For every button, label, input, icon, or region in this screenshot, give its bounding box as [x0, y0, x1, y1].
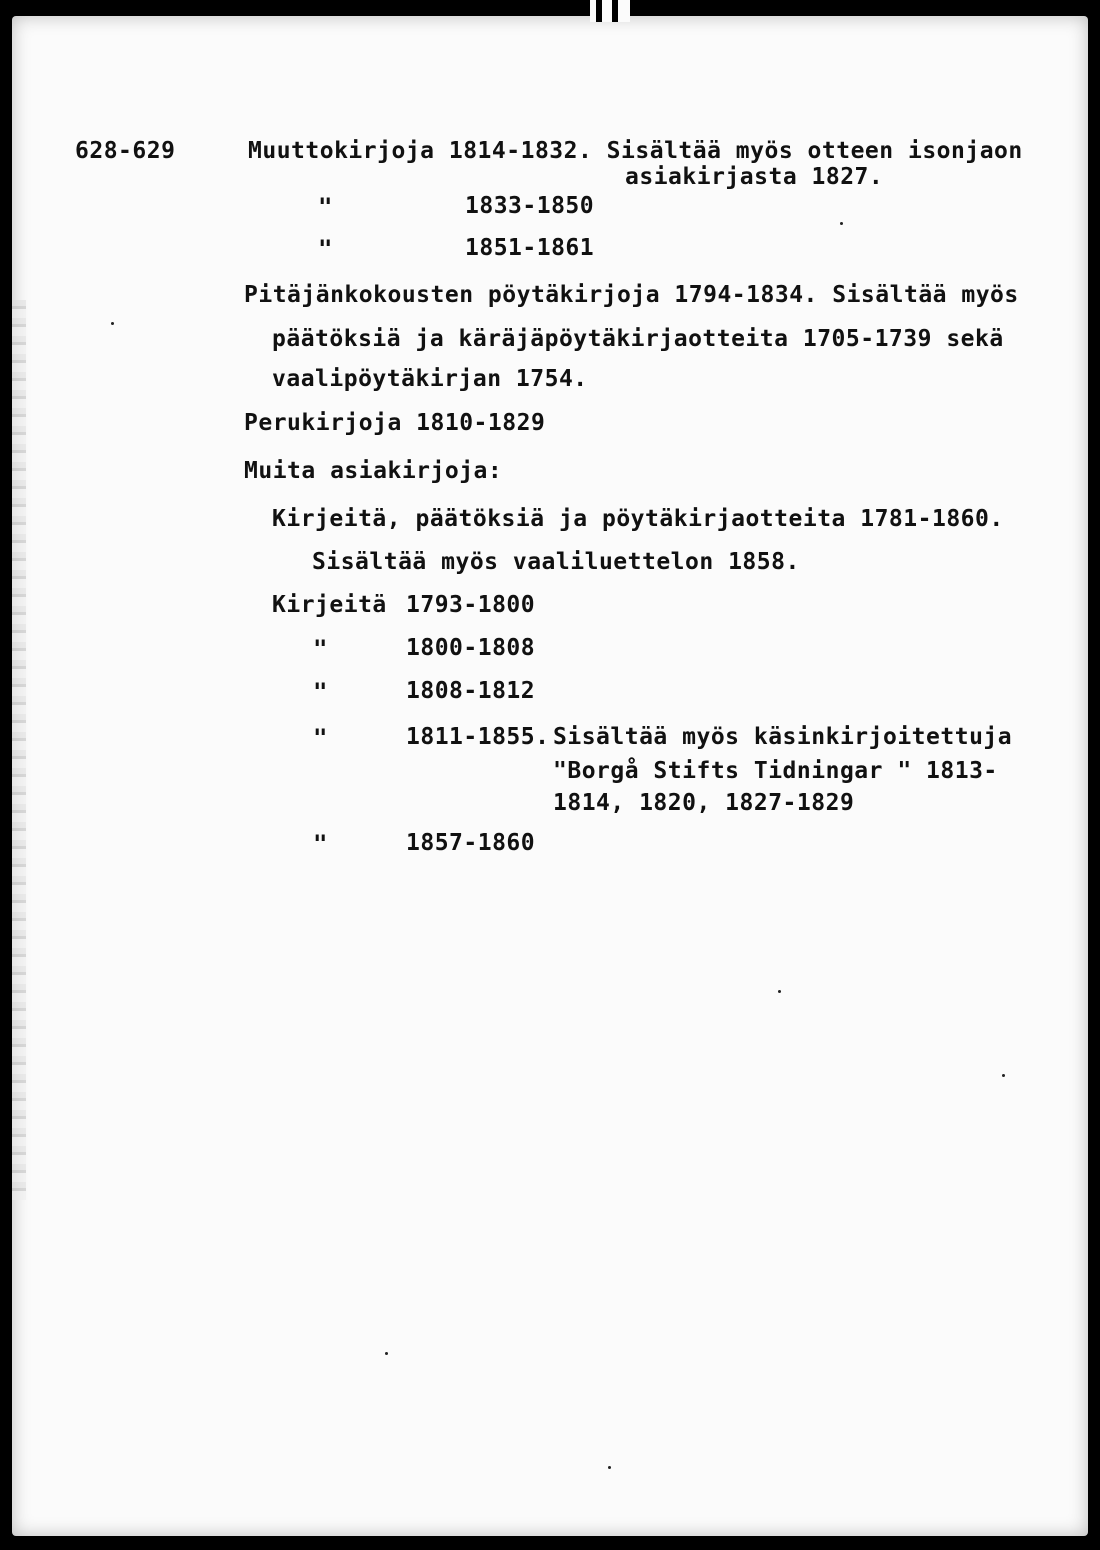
- binding-mark-bottom: [596, 1538, 630, 1550]
- entry-line: Perukirjoja 1810-1829: [244, 410, 546, 436]
- ditto-mark: ": [313, 724, 328, 752]
- ditto-mark: ": [313, 678, 328, 706]
- ditto-mark: ": [318, 193, 333, 221]
- scan-speck: [1002, 1074, 1005, 1077]
- entry-line: 1793-1800: [406, 592, 536, 618]
- entry-line: 1833-1850: [465, 193, 595, 219]
- entry-line: 1800-1808: [406, 635, 536, 661]
- entry-line: Sisältää myös käsinkirjoitettuja: [553, 724, 1013, 750]
- binding-mark-top: [590, 0, 630, 22]
- entry-line: "Borgå Stifts Tidningar " 1813-: [553, 758, 998, 784]
- entry-line: 1814, 1820, 1827-1829: [553, 790, 855, 816]
- section-heading: Muita asiakirjoja:: [244, 458, 503, 484]
- ditto-mark: ": [318, 235, 333, 263]
- reference-number: 628-629: [75, 138, 176, 164]
- entry-line: Pitäjänkokousten pöytäkirjoja 1794-1834. Sisältää myös: [244, 282, 1019, 308]
- entry-line: Kirjeitä: [272, 592, 387, 618]
- entry-line: 1851-1861: [465, 235, 595, 261]
- scan-speck: [840, 222, 843, 225]
- ditto-mark: ": [313, 635, 328, 663]
- entry-line: Kirjeitä, päätöksiä ja pöytäkirjaotteita 1781-1860.: [272, 506, 1004, 532]
- entry-line: asiakirjasta 1827.: [625, 164, 884, 190]
- scan-speck: [608, 1466, 611, 1469]
- scan-edge-noise: [12, 300, 26, 1200]
- entry-line: 1857-1860: [406, 830, 536, 856]
- entry-line: 1808-1812: [406, 678, 536, 704]
- ditto-mark: ": [313, 830, 328, 858]
- scan-speck: [111, 322, 114, 325]
- entry-line: Sisältää myös vaaliluettelon 1858.: [312, 549, 800, 575]
- entry-line: Muuttokirjoja 1814-1832. Sisältää myös otteen isonjaon: [248, 138, 1023, 164]
- scan-speck: [385, 1352, 388, 1355]
- entry-line: 1811-1855.: [406, 724, 550, 750]
- scan-speck: [778, 990, 781, 993]
- entry-line: päätöksiä ja käräjäpöytäkirjaotteita 1705-1739 sekä: [272, 326, 1004, 352]
- entry-line: vaalipöytäkirjan 1754.: [272, 366, 588, 392]
